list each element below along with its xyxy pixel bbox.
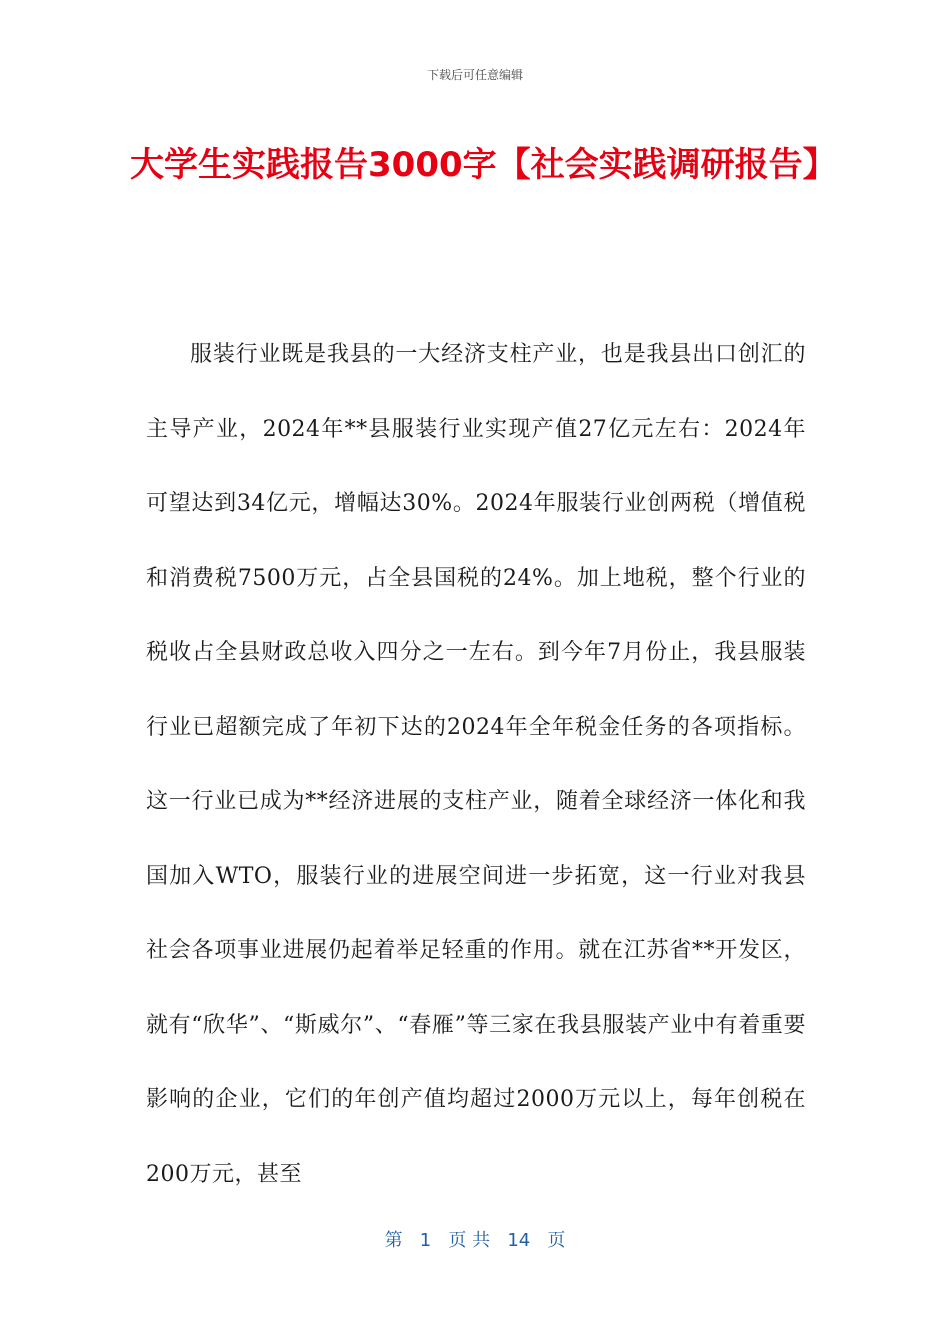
footer-prefix: 第 bbox=[384, 1230, 403, 1251]
footer-suffix: 页 bbox=[547, 1230, 566, 1251]
body-paragraph: 服装行业既是我县的一大经济支柱产业，也是我县出口创汇的主导产业，2024年**县服装行业实现产值27亿元左右：2024年可望达到34亿元，增幅达30%。2024年服装行业创两税（增值税和消费税7500万元，占全县国税的24%。加上地税，整个行业的税收占全县财政总收入四分之一左右。到今年7月份止，我县服装行业已超额完成了年初下达的2024年全年税金任务的各项指标。这一行业已成为**经济进展的支柱产业，随着全球经济一体化和我国加入WTO，服装行业的进展空间进一步拓宽，这一行业对我县社会各项事业进展仍起着举足轻重的作用。就在江苏省**开发区，就有“欣华”、“斯威尔”、“春雁”等三家在我县服装产业中有着重要影响的企业，它们的年创产值均超过2000万元以上，每年创税在200万元，甚至 bbox=[146, 342, 807, 1187]
page-footer bbox=[0, 1226, 950, 1252]
header-note: 下载后可任意编辑 bbox=[426, 68, 523, 82]
footer-current-page: 1 bbox=[419, 1230, 432, 1251]
footer-total-pages: 14 bbox=[507, 1230, 531, 1251]
document-title: 大学生实践报告3000字【社会实践调研报告】 bbox=[130, 145, 837, 185]
footer-middle: 页 共 bbox=[448, 1230, 491, 1251]
